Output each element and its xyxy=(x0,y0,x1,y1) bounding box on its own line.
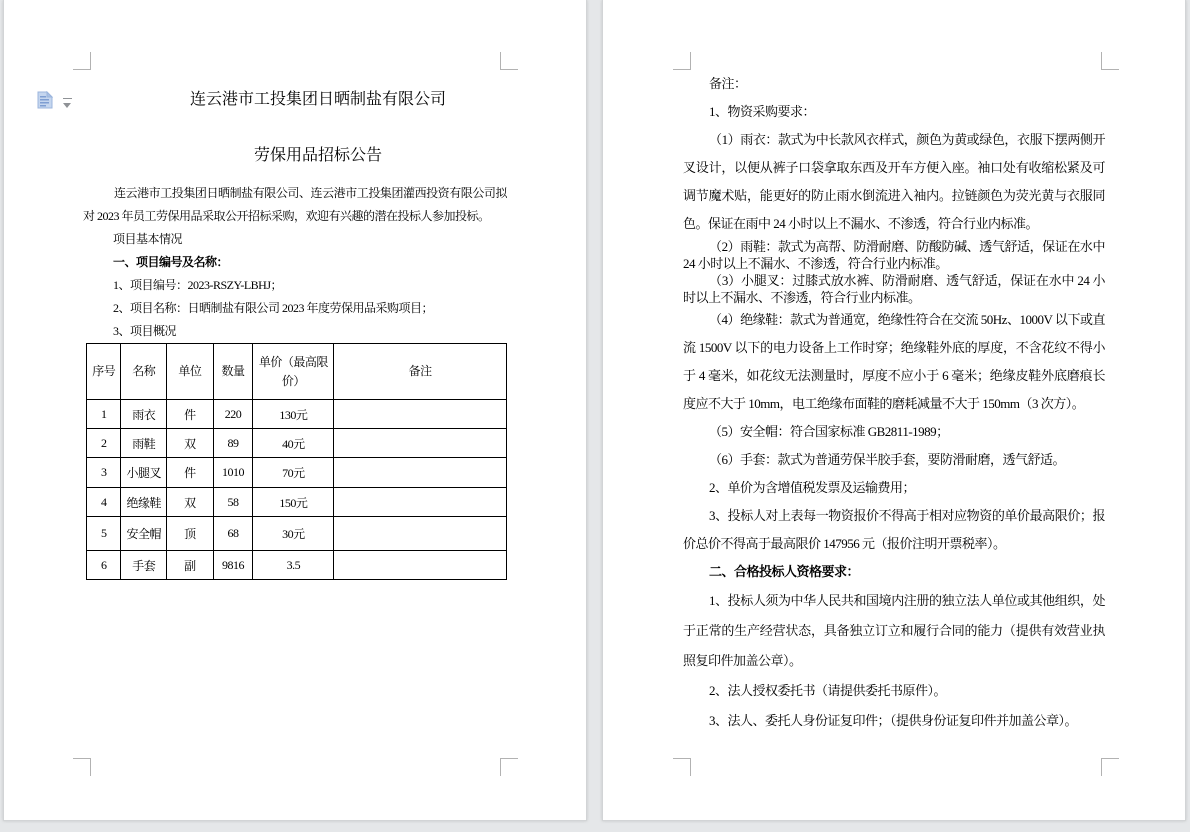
bidder-requirement-1: 1、投标人须为中华人民共和国境内注册的独立法人单位或其他组织，处于正常的生产经营状态，具备独立订立和履行合同的能力（提供有效营业执照复印件加盖公章）。 xyxy=(683,593,1105,668)
cell-unit: 双 xyxy=(167,488,214,517)
cell-seq: 1 xyxy=(87,400,121,429)
project-name-line: 2、项目名称：日晒制盐有限公司 2023 年度劳保用品采购项目； xyxy=(113,301,434,315)
section-heading-2: 二、合格投标人资格要求： xyxy=(709,564,860,579)
helmet-spec: （5）安全帽：符合国家标准 GB2811-1989； xyxy=(709,424,949,439)
legging-spec: （3）小腿叉：过膝式放水裤、防滑耐磨、透气舒适，保证在水中 24 小时以上不漏水、不渗透，符合行业内标准。 xyxy=(683,273,1105,305)
col-header-seq: 序号 xyxy=(87,344,121,400)
cell-qty: 220 xyxy=(213,400,253,429)
page-1-text-area xyxy=(83,70,507,580)
cell-name: 雨衣 xyxy=(121,400,167,429)
bidder-requirement-2: 2、法人授权委托书（请提供委托书原件）。 xyxy=(709,683,947,698)
table-row xyxy=(87,400,507,429)
margin-crop-mark xyxy=(500,758,518,776)
bidder-requirement-3: 3、法人、委托人身份证复印件；（提供身份证复印件并加盖公章）。 xyxy=(709,713,1078,728)
insulated-shoe-spec: （4）绝缘鞋：款式为普通宽，绝缘性符合在交流 50Hz、1000V 以下或直流 1500V 以下的电力设备上工作时穿；绝缘鞋外底的厚度，不含花纹不得小于 4 毫米，如花纹无法测量时，厚度不应小于 6 毫米；绝缘皮鞋外底磨痕长度应不大于 10mm，电工绝缘布面鞋的磨耗减量不大于 150mm（3 次方）。 xyxy=(683,312,1105,411)
cell-qty: 89 xyxy=(213,429,253,458)
cell-name: 安全帽 xyxy=(121,517,167,551)
cell-price: 70元 xyxy=(253,458,334,488)
items-table xyxy=(86,343,507,580)
cell-price: 150元 xyxy=(253,488,334,517)
cell-unit: 件 xyxy=(167,400,214,429)
cell-name: 雨鞋 xyxy=(121,429,167,458)
cell-seq: 6 xyxy=(87,551,121,580)
table-row xyxy=(87,458,507,488)
cell-qty: 68 xyxy=(213,517,253,551)
cell-qty: 1010 xyxy=(213,458,253,488)
section-heading-1: 一、项目编号及名称： xyxy=(113,255,229,269)
cell-name: 手套 xyxy=(121,551,167,580)
col-header-unit: 单位 xyxy=(167,344,214,400)
cell-unit: 顶 xyxy=(167,517,214,551)
col-header-remark: 备注 xyxy=(334,344,507,400)
page-2-text-area xyxy=(683,70,1105,736)
purchase-requirements-heading: 1、物资采购要求： xyxy=(709,104,816,119)
cell-remark xyxy=(334,458,507,488)
table-row xyxy=(87,551,507,580)
margin-crop-mark xyxy=(73,758,91,776)
intro-paragraph: 连云港市工投集团日晒制盐有限公司、连云港市工投集团灌西投资有限公司拟对 2023 年员工劳保用品采取公开招标采购，欢迎有兴趣的潜在投标人参加投标。 xyxy=(83,186,507,223)
page-1 xyxy=(3,0,587,821)
doc-subtitle: 劳保用品招标公告 xyxy=(253,147,382,164)
paste-document-icon xyxy=(37,91,53,114)
chevron-down-icon[interactable] xyxy=(63,103,71,108)
cell-remark xyxy=(334,488,507,517)
price-note: 2、单价为含增值税发票及运输费用； xyxy=(709,480,916,495)
remark-label: 备注： xyxy=(709,76,747,91)
glove-spec: （6）手套：款式为普通劳保半胶手套，要防滑耐磨，透气舒适。 xyxy=(709,452,1066,467)
cell-price: 30元 xyxy=(253,517,334,551)
cell-remark xyxy=(334,517,507,551)
cell-price: 40元 xyxy=(253,429,334,458)
cell-seq: 3 xyxy=(87,458,121,488)
margin-crop-mark xyxy=(1101,758,1119,776)
paste-options-button[interactable] xyxy=(37,91,53,114)
cell-remark xyxy=(334,551,507,580)
page-2 xyxy=(602,0,1186,821)
col-header-name: 名称 xyxy=(121,344,167,400)
cell-seq: 4 xyxy=(87,488,121,517)
cell-name: 绝缘鞋 xyxy=(121,488,167,517)
raincoat-spec: （1）雨衣：款式为中长款风衣样式，颜色为黄或绿色，衣服下摆两侧开叉设计，以便从裤子口袋拿取东西及开车方便入座。袖口处有收缩松紧及可调节魔术贴，能更好的防止雨水倒流进入袖内。拉链颜色为荧光黄与衣服同色。保证在雨中 24 小时以上不漏水、不渗透，符合行业内标准。 xyxy=(683,132,1105,231)
cell-unit: 件 xyxy=(167,458,214,488)
project-number-line: 1、项目编号：2023-RSZY-LBHJ； xyxy=(113,278,283,292)
col-header-qty: 数量 xyxy=(213,344,253,400)
cell-price: 130元 xyxy=(253,400,334,429)
cell-qty: 58 xyxy=(213,488,253,517)
chevron-down-icon[interactable] xyxy=(63,98,72,99)
doc-title: 连云港市工投集团日晒制盐有限公司 xyxy=(189,91,446,108)
cell-seq: 5 xyxy=(87,517,121,551)
price-cap-note: 3、投标人对上表每一物资报价不得高于相对应物资的单价最高限价；报价总价不得高于最高限价 147956 元（报价注明开票税率）。 xyxy=(683,508,1105,551)
cell-price: 3.5 xyxy=(253,551,334,580)
cell-remark xyxy=(334,429,507,458)
project-overview-line: 3、项目概况 xyxy=(113,324,177,338)
rainboot-spec: （2）雨鞋：款式为高帮、防滑耐磨、防酸防碱、透气舒适，保证在水中 24 小时以上不漏水、不渗透，符合行业内标准。 xyxy=(683,239,1105,271)
table-header-row xyxy=(87,344,507,400)
table-row xyxy=(87,488,507,517)
cell-seq: 2 xyxy=(87,429,121,458)
col-header-price: 单价（最高限价） xyxy=(253,344,334,400)
margin-crop-mark xyxy=(673,758,691,776)
margin-crop-mark xyxy=(673,52,691,70)
cell-qty: 9816 xyxy=(213,551,253,580)
cell-unit: 双 xyxy=(167,429,214,458)
table-row xyxy=(87,517,507,551)
basic-info-label: 项目基本情况 xyxy=(113,232,183,246)
cell-remark xyxy=(334,400,507,429)
margin-crop-mark xyxy=(73,52,91,70)
margin-crop-mark xyxy=(1101,52,1119,70)
margin-crop-mark xyxy=(500,52,518,70)
cell-unit: 副 xyxy=(167,551,214,580)
table-row xyxy=(87,429,507,458)
cell-name: 小腿叉 xyxy=(121,458,167,488)
